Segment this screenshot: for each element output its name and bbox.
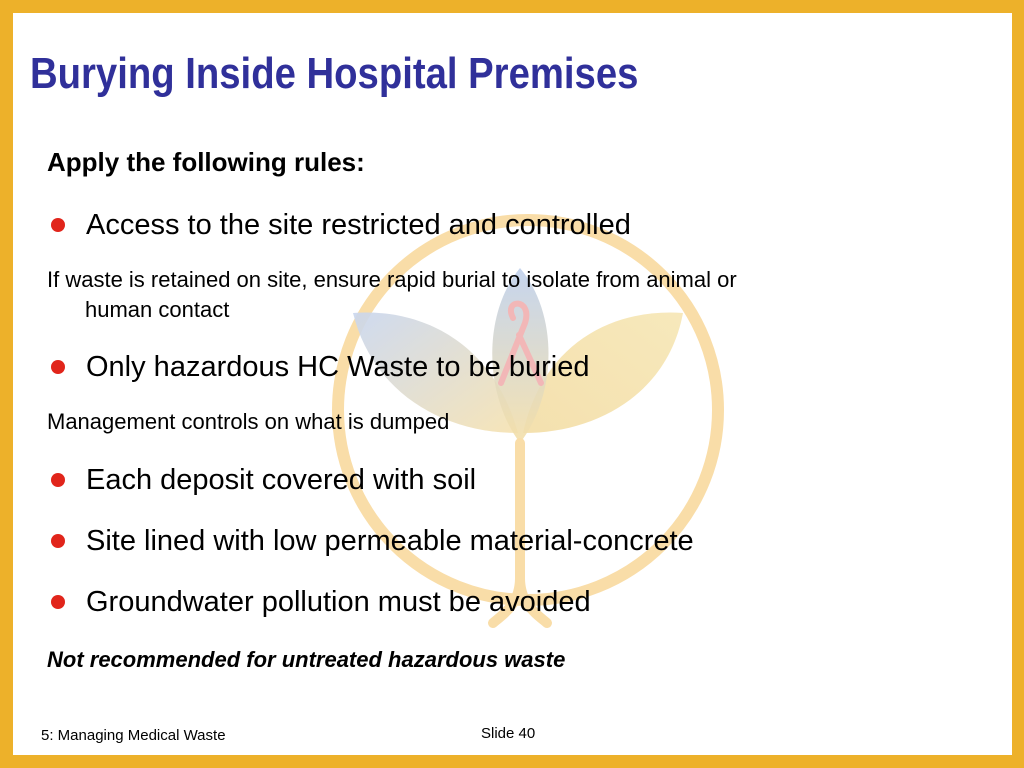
bullet-item xyxy=(51,585,591,619)
bullet-text: Each deposit covered with soil xyxy=(86,464,477,496)
bullet-text: Only hazardous HC Waste to be buried xyxy=(86,351,590,383)
footer-slide-number: Slide 40 xyxy=(481,725,536,742)
intro-heading: Apply the following rules: xyxy=(47,147,365,177)
slide-canvas xyxy=(13,13,1012,755)
sub-note-line: human contact xyxy=(85,297,230,322)
sub-note-line: If waste is retained on site, ensure rapid burial to isolate from animal or xyxy=(47,267,737,292)
bullet-item xyxy=(51,524,694,558)
bullet-item xyxy=(51,463,476,497)
bullet-text: Groundwater pollution must be avoided xyxy=(86,586,591,618)
bullet-item xyxy=(51,350,589,384)
bullet-dot-icon xyxy=(51,360,65,374)
bullet-dot-icon xyxy=(51,473,65,487)
footer-module-label: 5: Managing Medical Waste xyxy=(41,727,226,744)
bullet-item xyxy=(51,208,631,242)
bullet-dot-icon xyxy=(51,218,65,232)
bullet-dot-icon xyxy=(51,595,65,609)
slide-title: Burying Inside Hospital Premises xyxy=(30,49,639,98)
bullet-dot-icon xyxy=(51,534,65,548)
sub-note: Management controls on what is dumped xyxy=(47,409,450,434)
sub-note xyxy=(47,265,977,325)
watermark-logo xyxy=(13,13,1012,755)
closing-statement: Not recommended for untreated hazardous waste xyxy=(47,647,566,672)
bullet-text: Access to the site restricted and controlled xyxy=(86,209,631,241)
bullet-text: Site lined with low permeable material-concrete xyxy=(86,525,694,557)
